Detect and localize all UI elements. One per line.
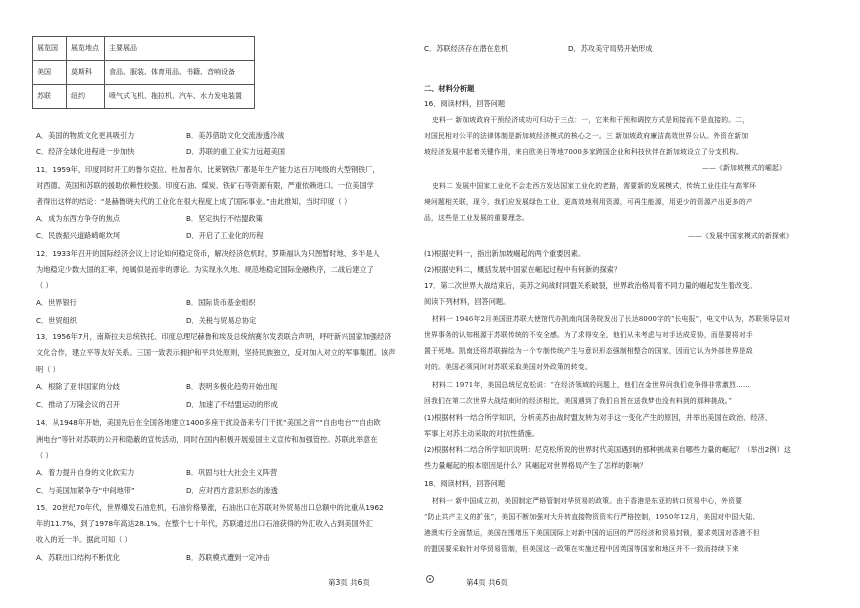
option-b: B．苏联模式遭到一定冲击: [186, 553, 270, 562]
option-d: D．应对西方意识形态的渗透: [186, 486, 278, 495]
question-intro: 阅读下列材料，回答问题。: [424, 297, 511, 306]
option-d: D．开启了工业化的历程: [186, 231, 264, 240]
table-cell: 纽约: [67, 85, 105, 109]
material-text: 品，这些是工业发展的重要理念。: [424, 214, 529, 222]
material-text: 对的。美国必须同时对苏联采取美国对外政策的转变。: [424, 363, 592, 371]
sub-question: (2)根据材料二结合所学知识说明：尼克松所说的世界时代美国遇到的那种挑战来自哪些力量的崛起？（举出2例）这: [424, 445, 791, 454]
option-c: C．与美国加紧争夺“中间地带”: [36, 486, 135, 495]
question-text: 14．从1948年开始，美国先后在全国各地建立1400多座干扰设备来专门干扰“美国之音”“自由电台”“自由欧: [36, 418, 381, 427]
option-a: A．着力提升自身的文化软实力: [36, 468, 135, 477]
question-text: 收入的近一半。据此可知（ ）: [36, 535, 132, 544]
question-text: 为地稳定少数大国的汇率，纯属似是而非的谬论。为实现永久地、规范地稳定国际金融秩序，二战后建立了: [36, 265, 374, 274]
material-text: 回我们在第二次世界大战结束时的经济相比，美国遇到了我们自旨在送我梦也没有料到的那种挑战。”: [424, 397, 733, 405]
question-text: 12．1933年召开的国际经济会议上讨论如何稳定货币，解决经济危机时，罗斯福认为只图暂时地、多半是人: [36, 249, 380, 258]
table-row: [33, 61, 255, 85]
option-b: B．美苏借助文化交流渗透冷战: [186, 131, 285, 140]
material-text: 的盟国要采取针对华贸易管制，但美国这一政策在实施过程中因英国等国家和地区并不一致而持续下来: [424, 545, 739, 553]
option-d: D．加速了不结盟运动的形成: [186, 400, 278, 409]
section-title: 二、材料分析题: [424, 84, 475, 93]
material-text: 置于死地。凯南还将苏联描绘为一个专制传统产生与意识形态强制相整合的国家，因而它认为外部世界是敌: [424, 347, 753, 355]
table-header-cell: 展览地点: [67, 37, 105, 61]
binding-circle-icon: [426, 575, 434, 583]
option-d: D．关税与贸易总协定: [186, 316, 257, 325]
sub-question: (1)根据史料一，指出新加坡崛起的两个重要因素。: [424, 249, 586, 258]
option-a: A．美国的物质文化更具吸引力: [36, 131, 135, 140]
table-cell: 莫斯科: [67, 61, 105, 85]
option-b: B．国际货币基金组织: [186, 298, 256, 307]
option-a: A．根除了亚非国家的分歧: [36, 382, 120, 391]
option-b: B．坚定执行不结盟政策: [186, 214, 263, 223]
exhibition-table: [32, 36, 255, 109]
option-a: A．苏联出口结构不断优化: [36, 553, 120, 562]
option-d: D．苏联的重工业实力远超美国: [186, 147, 285, 156]
option-b: B．巩固与壮大社会主义阵营: [186, 468, 278, 477]
table-cell: 喷气式飞机、拖拉机、汽车、水力发电装置: [105, 85, 255, 109]
question-text: 11．1959年，印度同时开工的鲁尔克拉、杜加普尔、比莱钢铁厂都是年生产能力达百万吨级的大型钢铁厂，: [36, 165, 380, 174]
option-c: C．推动了万隆会议的召开: [36, 400, 121, 409]
option-a: A．成为东西方争夺的焦点: [36, 214, 120, 223]
material-text: 世界事务的认知根源于苏联传统的不安全感。为了求得安全，他们从未考虑与对手达成妥协，而是要将对手: [424, 331, 753, 339]
question-text: 者得出这样的结论：“是赫鲁晓夫代的工业化在很大程度上成了国际事业。”由此推知，当时印度（ ）: [36, 197, 352, 206]
sub-question: 军事上对苏主动采取的对抗性措施。: [424, 429, 540, 438]
material-source: ——《新加坡模式的崛起》: [702, 164, 786, 172]
table-cell: 美国: [33, 61, 67, 85]
table-cell: 食品、服装、体育用品、书籍、音响设备: [105, 61, 255, 85]
option-a: A．世界银行: [36, 298, 77, 307]
material-text: 坡经济发展中起着关键作用，来自欧美日等地7000多家跨国企业和科技伙伴在新加坡设立了分支机构。: [424, 148, 743, 156]
question-text: 文化合作，建立平等友好关系。三国一致表示拥护和平共处原则，坚持民族独立，反对加入对立的军事集团。该声: [36, 348, 396, 357]
option-c: C．世贸组织: [36, 316, 77, 325]
material-text: 史料一 新加坡政府干预经济成功可归功于三点：一，它来和干预和调控方式是间接而不是直接的。二，: [432, 116, 750, 124]
page-number-right: 第4页 共6页: [466, 578, 508, 587]
question-text: 年的11.7%，到了1978年高达28.1%。在整个七十年代，苏联通过出口石油获得的外汇收入占到美国外汇: [36, 519, 374, 528]
sub-question: (2)根据史料二，概括发展中国家在崛起过程中有何新的探索？: [424, 265, 622, 274]
question-text: 15．20世纪70年代，世界爆发石油危机，石油价格暴涨，石油出口在苏联对外贸易出口总额中的比重从1962: [36, 503, 384, 512]
table-cell: 苏联: [33, 85, 67, 109]
table-header-cell: 主要展品: [105, 37, 255, 61]
material-text: 史料二 发展中国家工业化不会走西方发达国家工业化的老路，需要新的发展模式，传统工业往往与高零环: [432, 182, 757, 190]
question-text: 对西德、英国和苏联的援助依赖性较强。印度石油、煤炭、铁矿石等资源有限，严重依赖进口。一位美国学: [36, 181, 374, 190]
question-text: （ ）: [36, 281, 53, 290]
table-header-cell: 展览国: [33, 37, 67, 61]
material-source: ——《发展中国家模式的新探索》: [688, 232, 793, 240]
option-b: B．表明多极化趋势开始出现: [186, 382, 278, 391]
material-text: 材料一 1946年2月美国驻苏联大使馆代办凯南向国务院发出了长达8000字的“长电报”，电文中认为，苏联领导层对: [432, 315, 791, 323]
material-text: 港澳实行全面禁运，美国在围堵压下美国国际上对新中国的运回的严厉经济和贸易封锁，要求英国对香港不但: [424, 529, 760, 537]
material-text: 对国民相对公平的法律体制是新加坡经济模式的核心之一。三 新加坡政府廉洁高效世界公认。外资在新加: [424, 132, 749, 140]
sub-question: 些力量崛起的根本原因是什么？其崛起对世界格局产生了怎样的影响？: [424, 461, 647, 470]
question-intro: 17．第二次世界大战结束后，美苏之间战时同盟关系破裂，世界政治格局着不同力量的崛起发生着改变。: [424, 281, 757, 290]
table-header-row: [33, 37, 255, 61]
sub-question: (1)根据材料一结合所学知识，分析美苏由战时盟友转为对手这一变化产生的原因，并举出美国在政治、经济、: [424, 413, 772, 422]
question-intro: 16．阅读材料，回答问题: [424, 99, 506, 108]
material-text: 境问题相关联，现今，我们应发展绿色工业，更高效地利用资源，可再生能源，用更少的资源产出更多的产: [424, 198, 753, 206]
option-c: C．经济全球化进程进一步加快: [36, 147, 135, 156]
option-d: D．苏攻美守局势开始形成: [568, 44, 653, 53]
question-text: 明（ ）: [36, 365, 60, 374]
page-number-left: 第3页 共6页: [328, 578, 370, 587]
material-text: 材料二 1971年，美国总统尼克松说：“在经济领域的问题上，他们在金世界问我们竞争得非常激烈……: [432, 381, 751, 389]
question-text: 13．1956年7月，南斯拉夫总统铁托、印度总理尼赫鲁和埃及总统纳赛尔发表联合声明，呼吁新兴国家加强经济: [36, 332, 392, 341]
table-row: [33, 85, 255, 109]
option-c: C．民族振兴道路崎岖坎坷: [36, 231, 121, 240]
material-text: “防止共产主义的扩张”，美国不断加强对大升转直接物资资实行严格控制，1950年12月，美国对中国大陆、: [424, 513, 760, 521]
question-intro: 18．阅读材料，回答问题: [424, 479, 506, 488]
question-text: （ ）: [36, 451, 53, 460]
question-text: 洲电台”等针对苏联的公开和隐蔽的宣传活动，同时在国内积极开展爱国主义宣传和加强管控。苏联此举意在: [36, 435, 378, 444]
material-text: 材料一 新中国成立初，美国制定严格管制对华贸易的政策。由于香港是东亚的转口贸易中心，外资要: [432, 497, 743, 505]
option-c: C．苏联经济存在潜在危机: [424, 44, 509, 53]
